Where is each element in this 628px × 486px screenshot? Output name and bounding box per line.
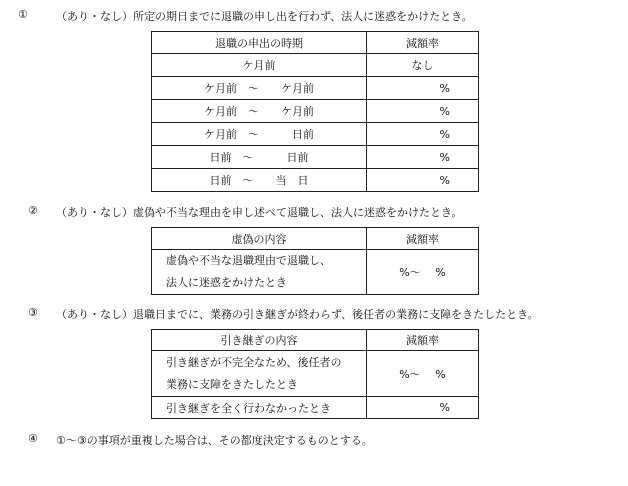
item-number-3: ③ [28, 306, 38, 319]
rate-cell: % [367, 123, 479, 146]
item-number-2: ② [28, 204, 38, 217]
period-cell: ケ月前 ～ ケ月前 [152, 100, 367, 123]
table-header-row [152, 32, 479, 54]
column-header-content: 引き継ぎの内容 [152, 330, 367, 351]
table-row [152, 169, 479, 192]
table-row [152, 146, 479, 169]
period-cell: ケ月前 [152, 54, 367, 77]
rate-cell: % [367, 397, 479, 419]
period-cell: ケ月前 ～ ケ月前 [152, 77, 367, 100]
table-row [152, 54, 479, 77]
rate-range-cell: %～ % [367, 351, 479, 397]
handover-table [151, 329, 479, 419]
item-text-1: （あり・なし）所定の期日までに退職の申し出を行わず、法人に迷惑をかけたとき。 [56, 10, 473, 23]
period-cell: 日前 ～ 日前 [152, 146, 367, 169]
period-cell: 日前 ～ 当 日 [152, 169, 367, 192]
table-row [152, 100, 479, 123]
rate-cell: % [367, 169, 479, 192]
column-header-rate: 減額率 [367, 32, 479, 54]
rate-cell: % [367, 146, 479, 169]
column-header-content: 虚偽の内容 [152, 228, 367, 250]
content-line: 法人に迷惑をかけたとき [166, 276, 287, 289]
period-cell: ケ月前 ～ 日前 [152, 123, 367, 146]
column-header-rate: 減額率 [367, 330, 479, 351]
table-row [152, 77, 479, 100]
rate-range-cell: %～ % [367, 250, 479, 295]
rate-cell: % [367, 77, 479, 100]
column-header-rate: 減額率 [367, 228, 479, 250]
rate-cell: なし [367, 54, 479, 77]
table-header-row [152, 228, 479, 250]
content-cell [152, 351, 367, 397]
content-cell: 引き継ぎを全く行わなかったとき [152, 397, 367, 419]
column-header-period: 退職の申出の時期 [152, 32, 367, 54]
item-text-3: （あり・なし）退職日までに、業務の引き継ぎが終わらず、後任者の業務に支障をきたしたとき。 [56, 308, 539, 321]
content-line: 虚偽や不当な退職理由で退職し、 [166, 254, 331, 267]
content-line: 引き継ぎが不完全なため、後任者の [166, 355, 342, 369]
notice-period-table [151, 31, 479, 192]
rate-cell: % [367, 100, 479, 123]
item-number-4: ④ [28, 432, 38, 445]
table-header-row [152, 330, 479, 351]
false-reason-table [151, 227, 479, 295]
content-line: 業務に支障をきたしたとき [166, 377, 298, 391]
item-number-1: ① [18, 8, 28, 21]
table-row [152, 351, 479, 397]
content-cell [152, 250, 367, 295]
table-row [152, 250, 479, 295]
item-text-2: （あり・なし）虚偽や不当な理由を申し述べて退職し、法人に迷惑をかけたとき。 [56, 206, 463, 219]
item-text-4: ①～③の事項が重複した場合は、その都度決定するものとする。 [56, 434, 373, 447]
table-row [152, 123, 479, 146]
table-row [152, 397, 479, 419]
